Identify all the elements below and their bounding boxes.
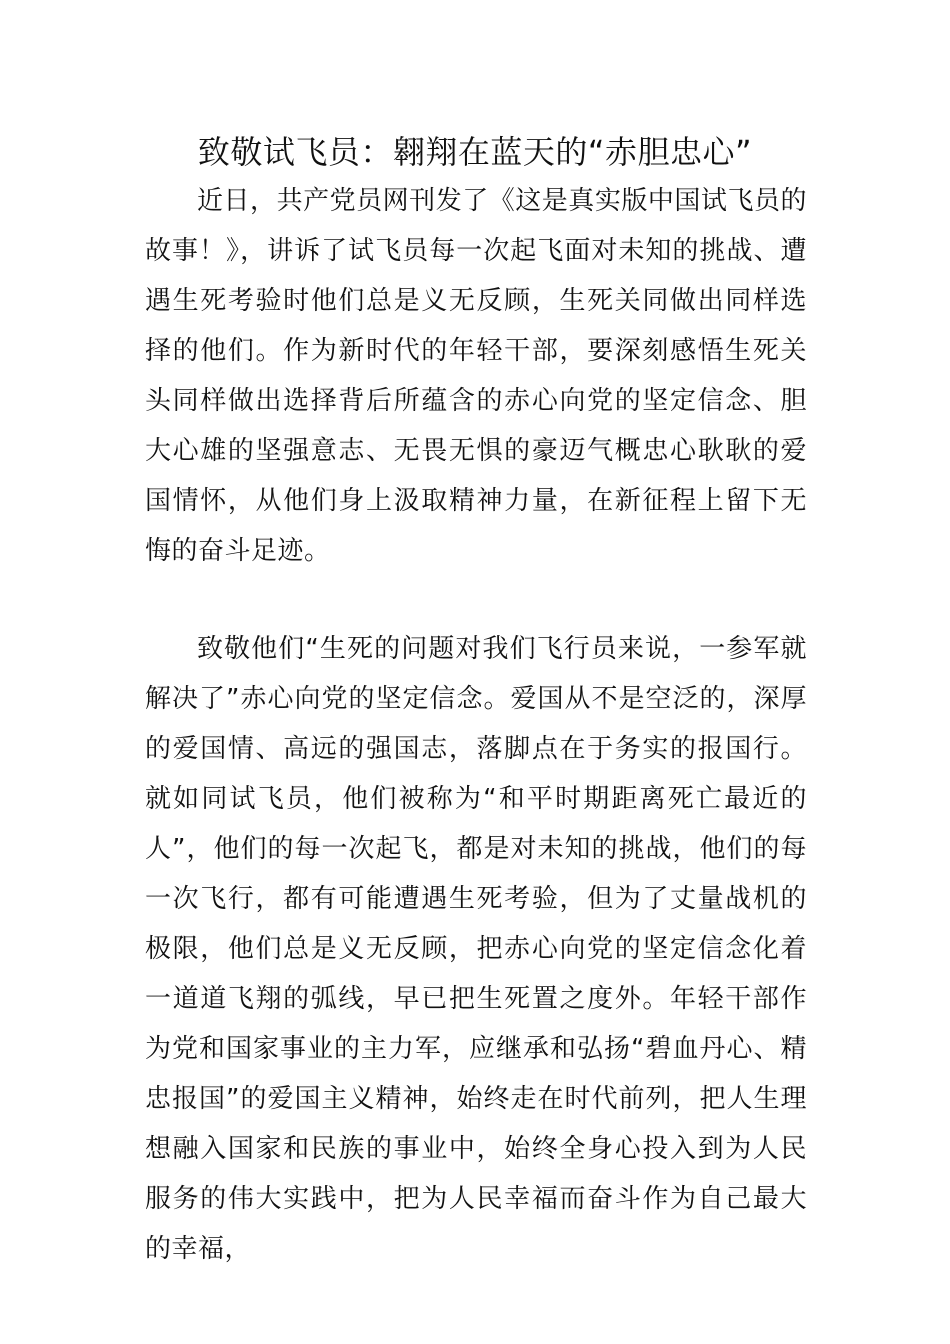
document-title: 致敬试飞员：翱翔在蓝天的“赤胆忠心”: [197, 133, 753, 171]
paragraph-tribute-belief: 致敬他们“生死的问题对我们飞行员来说，一参军就解决了”赤心向党的坚定信念。爱国从不是空泛的，深厚的爱国情、高远的强国志，落脚点在于务实的报国行。就如同试飞员，他们被称为“和平时期距离死亡最近的人”，他们的每一次起飞，都是对未知的挑战，他们的每一次飞行，都有可能遭遇生死考验，但为了丈量战机的极限，他们总是义无反顾，把赤心向党的坚定信念化着一道道飞翔的弧线，早已把生死置之度外。年轻干部作为党和国家事业的主力军，应继承和弘扬“碧血丹心、精忠报国”的爱国主义精神，始终走在时代前列，把人生理想融入国家和民族的事业中，始终全身心投入到为人民服务的伟大实践中，把为人民幸福而奋斗作为自己最大的幸福，: [145, 634, 807, 1264]
paragraph-intro: 近日，共产党员网刊发了《这是真实版中国试飞员的故事！》，讲诉了试飞员每一次起飞面对未知的挑战、遭遇生死考验时他们总是义无反顾，生死关同做出同样选择的他们。作为新时代的年轻干部，要深刻感悟生死关头同样做出选择背后所蕴含的赤心向党的坚定信念、胆大心雄的坚强意志、无畏无惧的豪迈气概忠心耿耿的爱国情怀，从他们身上汲取精神力量，在新征程上留下无悔的奋斗足迹。: [145, 186, 807, 566]
